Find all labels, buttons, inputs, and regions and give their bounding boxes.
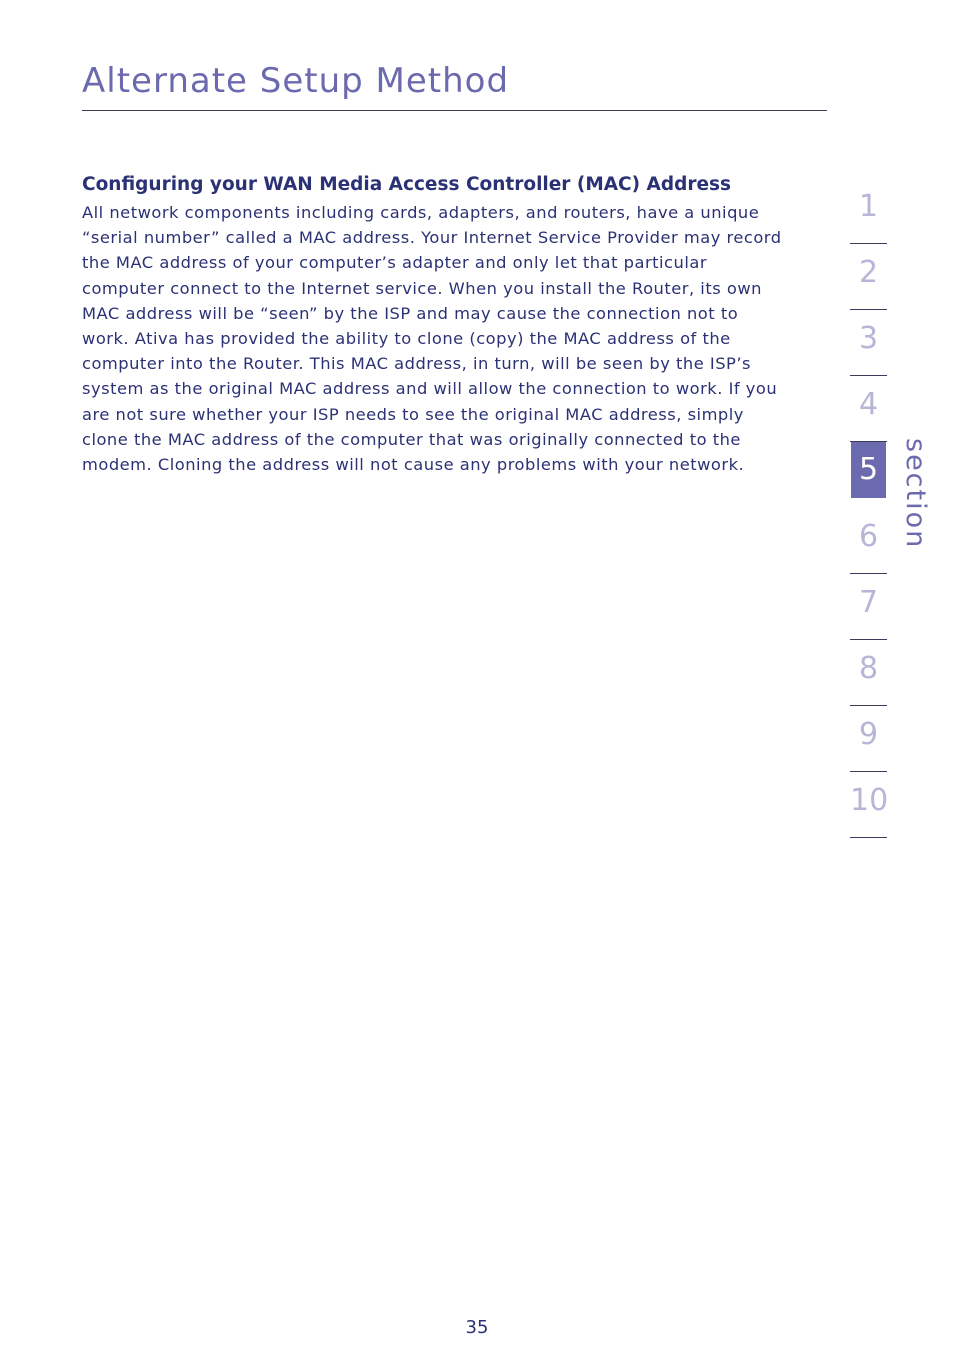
section-nav-number: 6 xyxy=(858,519,879,554)
section-label: section xyxy=(900,438,931,550)
section-nav-number: 7 xyxy=(858,585,879,620)
section-nav-number: 5 xyxy=(858,452,879,487)
section-nav-number: 8 xyxy=(858,651,879,686)
section-nav-item-1[interactable] xyxy=(850,178,887,244)
section-nav-number: 4 xyxy=(858,387,879,422)
page-number: 35 xyxy=(465,1317,489,1338)
section-nav-item-9[interactable] xyxy=(850,706,887,772)
section-nav-item-4[interactable] xyxy=(850,376,887,442)
section-nav-item-5-active[interactable] xyxy=(850,442,887,508)
page-title: Alternate Setup Method xyxy=(82,61,510,101)
section-nav-number: 3 xyxy=(858,321,879,356)
section-nav-number: 10 xyxy=(850,783,889,818)
section-nav-number: 9 xyxy=(858,717,879,752)
section-nav-item-10[interactable] xyxy=(850,772,887,838)
active-section-highlight xyxy=(851,442,886,498)
section-nav-item-2[interactable] xyxy=(850,244,887,310)
section-nav-number: 1 xyxy=(858,189,879,224)
section-nav-item-6[interactable] xyxy=(850,508,887,574)
section-nav-item-7[interactable] xyxy=(850,574,887,640)
section-nav-item-3[interactable] xyxy=(850,310,887,376)
body-paragraph: All network components including cards, adapters, and routers, have a unique “serial number” called a MAC address. Your Internet Service Provider may record the MAC address of your computer’s adapter and only let that particular computer connect to the Internet service. When you install the Router, its own MAC address will be “seen” by the ISP and may cause the connection not to work. Ativa has provided the ability to clone (copy) the MAC address of the computer into the Router. This MAC address, in turn, will be seen by the ISP’s system as the original MAC address and will allow the connection to work. If you are not sure whether your ISP needs to see the original MAC address, simply clone the MAC address of the computer that was originally connected to the modem. Cloning the address will not cause any problems with your network. xyxy=(82,203,782,475)
section-heading: Configuring your WAN Media Access Controller (MAC) Address xyxy=(82,174,732,195)
title-divider xyxy=(82,110,827,111)
section-nav-item-8[interactable] xyxy=(850,640,887,706)
section-nav-number: 2 xyxy=(858,255,879,290)
section-nav xyxy=(850,178,887,838)
